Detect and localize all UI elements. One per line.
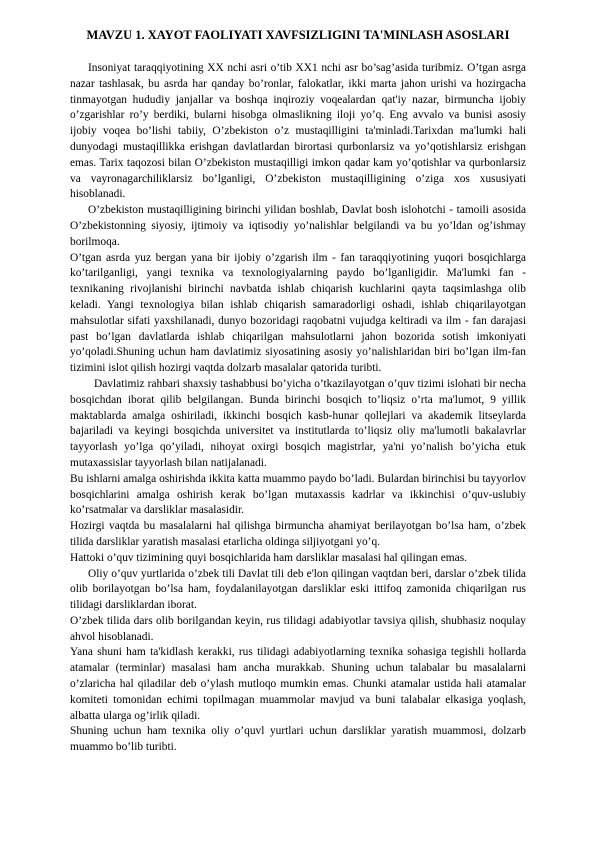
paragraph: O’zbekiston mustaqilligining birinchi yilidan boshlab, Davlat bosh islohotchi - tamoili asosida O’zbekistonning siyosiy, ijtimoiy va iqtisodiy yo’nalishlar belgilandi va bu yo’ldan og’ishmay borilmoqa. (70, 204, 526, 248)
paragraph: Bu ishlarni amalga oshirishda ikkita katta muammo paydo bo’ladi. Bulardan birinchisi bu tayyorlov bosqichlarini amalga oshirish kerak bo’lgan mutaxassis kadrlar va ikkinchisi o’quv-uslubiy ko’rsatmalar va darsliklar masalasidir. (70, 472, 526, 517)
paragraph: Davlatimiz rahbari shaxsiy tashabbusi bo’yicha o’tkazilayotgan o’quv tizimi islohati bir necha bosqichdan iborat qilib belgilangan. Bunda birinchi bosqich to’liqsiz o’rta ma'lumot, 9 yillik maktablarda amalga oshiriladi, ikkinchi bosqich kasb-hunar qollejlari va akademik litseylarda bajariladi va keyingi bosqichda universitet va institutlarda to’liqsiz oliy ma'lumotli bakalavrlar tayyorlash yo’lga qo’yiladi, nihoyat oxirgi bosqich magistrlar, ya'ni yo’nalish bo’yicha etuk mutaxassislar tayyorlash bilan natijalanadi. (70, 377, 526, 469)
paragraph: Insoniyat taraqqiyotining XX nchi asri o’tib XX1 nchi asr bo’sag’asida turibmiz. O’tgan asrga nazar tashlasak, bu asrda har qanday bo’ronlar, falokatlar, ikki marta jahon urishi va hozirgacha tinmayotgan hududiy janjallar va boshqa inqiroziy voqealardan qat'iy nazar, birmuncha ijobiy o’zgarishlar ro’y berdiki, bularni hisobga olmaslikning iloji yo’q. Eng avvalo va bunisi asosiy ijobiy voqea bo’lishi tabiiy, O’zbekiston o’z mustaqilligini ta'minladi.Tarixdan ma'lumki hali dunyodagi mustaqillikka erishgan davlatlardan birortasi qurbonlarsiz va yo’qotishlarsiz erishgan emas. Tarix taqozosi bilan O’zbekiston mustaqilligi imkon qadar kam yo’qotishlar va qurbonlarsiz va vayronagarchiliklarsiz bo’lganligi, O’zbekiston mustaqilligining o’ziga xos xususiyati hisoblanadi. (70, 62, 526, 201)
paragraph: Yana shuni ham ta'kidlash kerakki, rus tilidagi adabiyotlarning texnika sohasiga tegishli hollarda atamalar (terminlar) masalasi ham ancha murakkab. Shuning uchun talabalar bu masalalarni o’zlaricha hal qiladilar deb o’ylash mutloqo mumkin emas. Chunki atamalar ustida hali atamalar komiteti tomonidan echimi topilmagan muammolar mavjud va buni talabalar elkasiga yoqlash, albatta ularga og’irlik qiladi. (70, 646, 526, 722)
paragraph: O’zbek tilida dars olib borilgandan keyin, rus tilidagi adabiyotlar tavsiya qilish, shubhasiz noqulay ahvol hisoblanadi. (70, 614, 526, 643)
document-body (70, 61, 526, 756)
paragraph: Shuning uchun ham texnika oliy o’quvl yurtlari uchun darsliklar yaratish muammosi, dolzarb muammo bo’lib turibti. (70, 725, 526, 754)
paragraph: Hozirgi vaqtda bu masalalarni hal qilishga birmuncha ahamiyat berilayotgan bo’lsa ham, o’zbek tilida darsliklar yaratish masalasi etarlicha oldinga siljiyotgani yo’q. (70, 520, 526, 548)
paragraph: O’tgan asrda yuz bergan yana bir ijobiy o’zgarish ilm - fan taraqqiyotining yuqori bosqichlarga ko’tarilganligi, yangi texnika va texnologiyalarning paydo bo’lganligidir. Ma'lumki fan - texnikaning rivojlanishi birinchi navbatda ishlab chiqarish kuchlarini qayta taqsimlashga olib keladi. Yangi texnologiya bilan ishlab chiqarish samaradorligi oshadi, ishlab chiqarilayotgan mahsulotlar sifati yaxshilanadi, dunyo bozoridagi raqobatni vujudga keltiradi va ilm - fan darajasi past bo’lgan davlatlarda ishlab chiqarilgan mahsulotlarni jahon bozorida sotish imkoniyati yo’qoladi.Shuning uchun ham davlatimiz siyosatining asosiy yo’nalishlaridan biri bo’lgan ilm-fan tizimini islot qilish hozirgi vaqtda dolzarb masalalar qatorida turibti. (70, 251, 526, 375)
document-title: MAVZU 1. XAYOT FAOLIYATI XAVFSIZLIGINI TA'MINLASH ASOSLARI (86, 28, 510, 42)
paragraph: Oliy o’quv yurtlarida o’zbek tili Davlat tili deb e'lon qilingan vaqtdan beri, darslar o’zbek tilida olib borilayotgan bo’lsa ham, foydalanilayotgan darsliklar eski ittifoq zamonida chiqarilgan rus tilidagi darsliklardan iborat. (70, 567, 526, 612)
document-page (70, 28, 526, 756)
paragraph: Hattoki o’quv tizimining quyi bosqichlarida ham darsliklar masalasi hal qilingan emas. (70, 551, 468, 564)
